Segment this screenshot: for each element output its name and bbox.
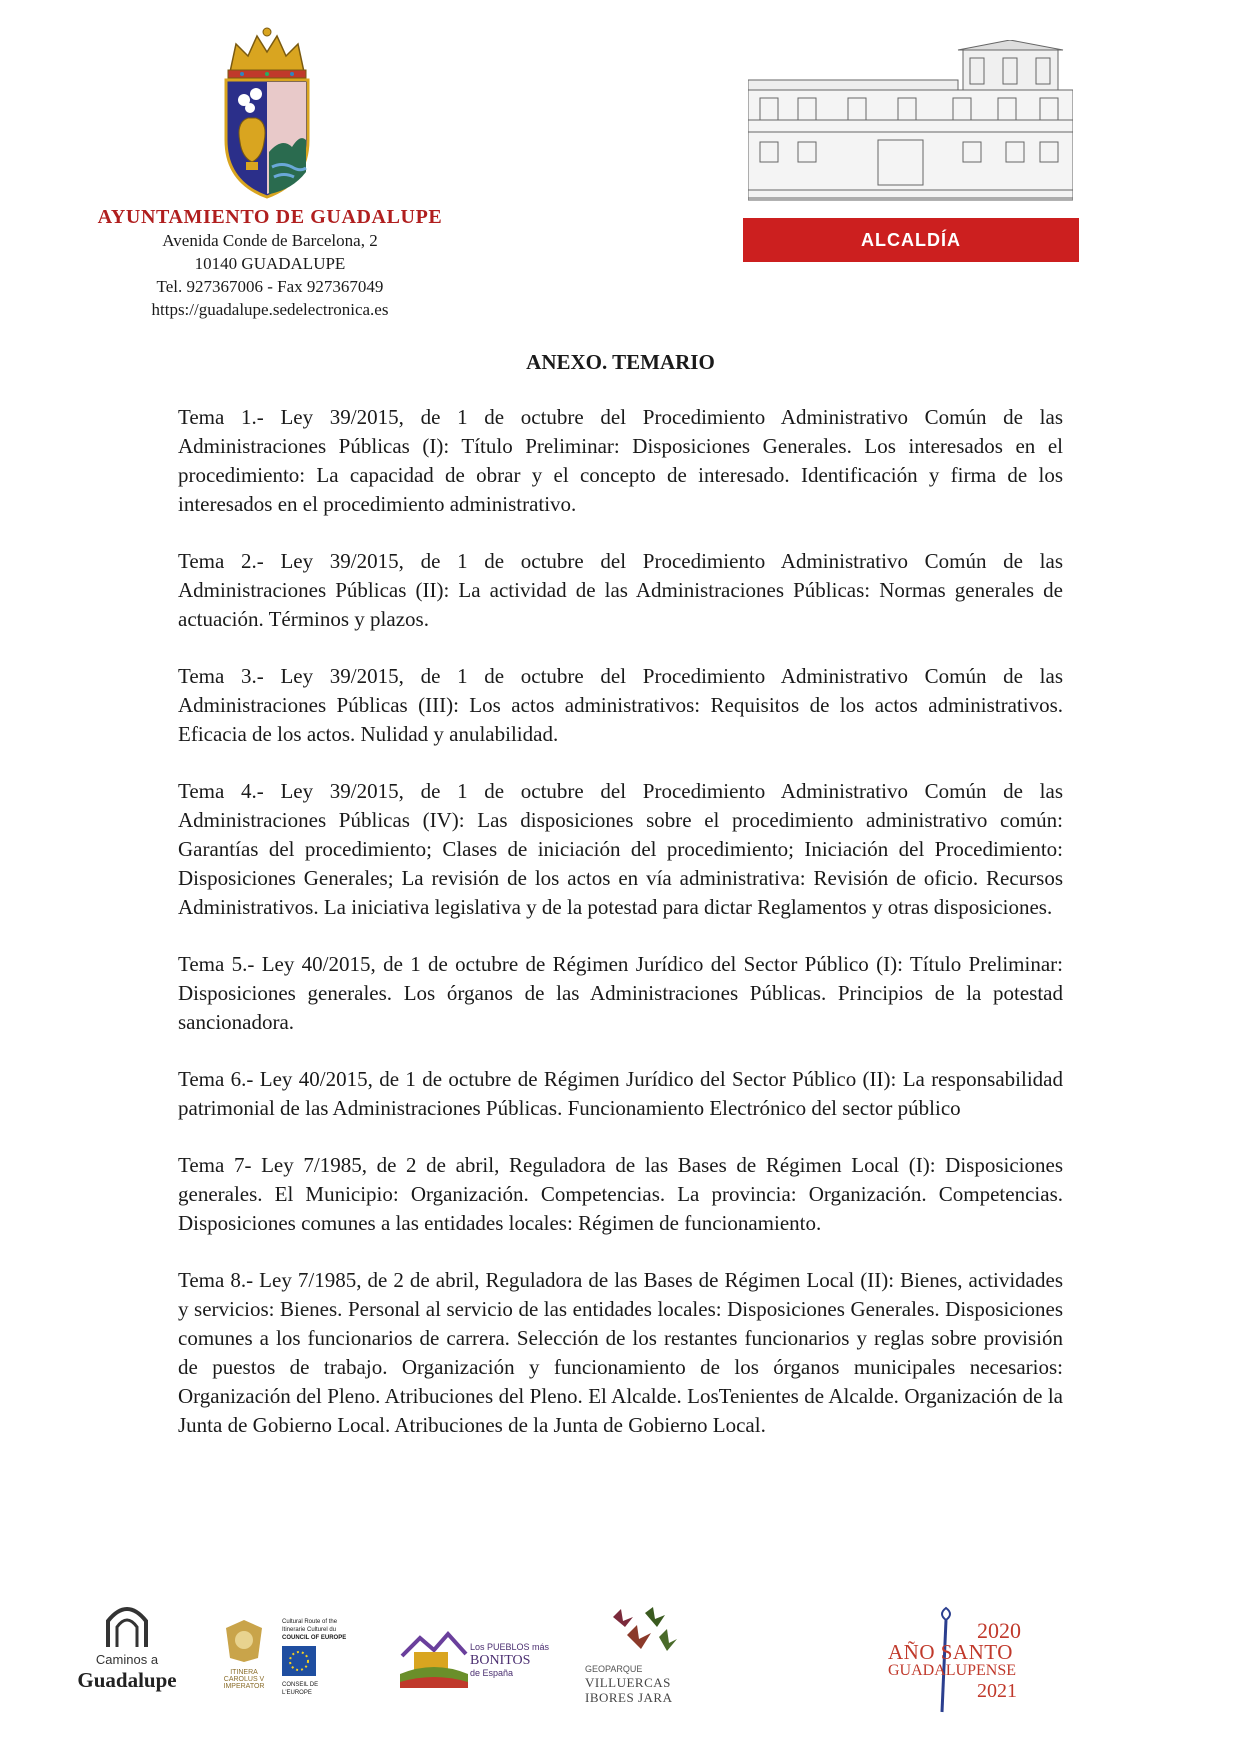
carolus-line2: CAROLUS V — [223, 1676, 265, 1683]
pueblos-line1: Los PUEBLOS más — [470, 1642, 550, 1652]
alcaldia-badge: ALCALDÍA — [743, 218, 1079, 262]
caminos-line2: Guadalupe — [77, 1668, 177, 1692]
ano-santo-guadalupense-logo — [882, 1604, 1032, 1714]
pueblos-line3: de España — [470, 1668, 514, 1678]
organization-name: AYUNTAMIENTO DE GUADALUPE — [97, 206, 443, 228]
coat-of-arms-logo — [222, 22, 312, 202]
leaves-emblem-icon — [601, 1605, 679, 1659]
organization-postal: 10140 GUADALUPE — [194, 254, 346, 273]
topic-item: Tema 1.- Ley 39/2015, de 1 de octubre del Procedimiento Administrativo Común de las Administraciones Públicas (I): Título Preliminar: Disposiciones Generales. Los interesados en el procedimiento: La capacidad de obrar y el concepto de interesado. Identificación y firma de los interesados en el procedimiento administrativo. — [178, 405, 1063, 516]
topic-item: Tema 6.- Ley 40/2015, de 1 de octubre de Régimen Jurídico del Sector Público (II): La responsabilidad patrimonial de las Administraciones Públicas. Funcionamiento Electrónico del sector público — [178, 1067, 1063, 1120]
caminos-line1: Caminos a — [95, 1652, 159, 1667]
organization-website[interactable]: https://guadalupe.sedelectronica.es — [151, 300, 389, 319]
council-line2: Itinerarie Culturel du — [282, 1627, 337, 1633]
ano-year2: 2021 — [977, 1680, 1017, 1702]
pueblos-mas-bonitos-logo — [400, 1626, 550, 1690]
village-emblem-icon — [400, 1626, 468, 1688]
organization-address: Avenida Conde de Barcelona, 2 — [162, 231, 378, 250]
topic-item: Tema 5.- Ley 40/2015, de 1 de octubre de Régimen Jurídico del Sector Público (I): Título Preliminar: Disposiciones generales. Los órganos de las Administraciones Públicas. Principios de la potestad sancionadora. — [178, 952, 1063, 1034]
council-line1: Cultural Route of the — [282, 1619, 338, 1625]
topic-item: Tema 2.- Ley 39/2015, de 1 de octubre del Procedimiento Administrativo Común de las Administraciones Públicas (II): La actividad de las Administraciones Públicas: Normas generales de actuación. Términos y plazos. — [178, 549, 1063, 631]
geo-line2: VILLUERCAS — [585, 1675, 671, 1690]
eu-stars-icon — [282, 1646, 316, 1676]
organization-header — [75, 205, 465, 321]
arch-icon — [102, 1603, 152, 1647]
document-title: ANEXO. TEMARIO — [526, 350, 715, 374]
ano-year1: 2020 — [977, 1618, 1021, 1643]
topic-item: Tema 8.- Ley 7/1985, de 2 de abril, Reguladora de las Bases de Régimen Local (II): Bienes, actividades y servicios: Bienes. Personal al servicio de las entidades locales: Disposiciones Generales. Disposiciones comunes a los funcionarios de carrera. Selección de los restantes funcionarios y reglas sobre provisión de puestos de trabajo. Organización y funcionamiento de los órganos municipales necesarios: Organización del Pleno. Atribuciones del Pleno. El Alcalde. LosTenientes de Alcalde. Organización de la Junta de Gobierno Local. Atribuciones de la Junta de Gobierno Local. — [178, 1268, 1063, 1437]
organization-phone: Tel. 927367006 - Fax 927367049 — [156, 277, 384, 296]
pueblos-line2: BONITOS — [470, 1653, 531, 1668]
caminos-a-guadalupe-logo — [62, 1603, 192, 1695]
geoparque-villuercas-logo — [585, 1605, 695, 1705]
geo-line3: IBORES JARA — [585, 1690, 673, 1705]
ano-line1: AÑO SANTO — [888, 1640, 1013, 1664]
carolus-line1: ITINERA — [230, 1669, 258, 1676]
council-of-europe-logo — [282, 1618, 348, 1698]
council-line4: CONSEIL DE L'EUROPE — [282, 1682, 319, 1696]
carolus-emblem-icon — [224, 1618, 264, 1664]
town-hall-building-drawing — [748, 40, 1073, 205]
geo-line1: GEOPARQUE — [585, 1664, 643, 1674]
topic-list — [178, 403, 1063, 1468]
council-line3: COUNCIL OF EUROPE — [282, 1635, 347, 1641]
ano-line2: GUADALUPENSE — [888, 1662, 1016, 1679]
carolus-line3: IMPERATOR — [223, 1683, 265, 1690]
itinera-carolus-logo — [222, 1618, 266, 1698]
topic-item: Tema 4.- Ley 39/2015, de 1 de octubre del Procedimiento Administrativo Común de las Administraciones Públicas (IV): Las disposiciones sobre el procedimiento administrativo común: Garantías del procedimiento; Clases de iniciación del procedimiento; Iniciación del Procedimiento: Disposiciones Generales; La revisión de los actos en vía administrativa: Revisión de oficio. Recursos Administrativos. La iniciativa legislativa y de la potestad para dictar Reglamentos y otras disposiciones. — [178, 779, 1063, 919]
topic-item: Tema 3.- Ley 39/2015, de 1 de octubre del Procedimiento Administrativo Común de las Administraciones Públicas (III): Los actos administrativos: Requisitos de los actos administrativos. Eficacia de los actos. Nulidad y anulabilidad. — [178, 664, 1063, 746]
topic-item: Tema 7- Ley 7/1985, de 2 de abril, Reguladora de las Bases de Régimen Local (I): Disposiciones generales. El Municipio: Organización. Competencias. La provincia: Organización. Competencias. Disposiciones comunes a las entidades locales: Régimen de funcionamiento. — [178, 1153, 1063, 1235]
